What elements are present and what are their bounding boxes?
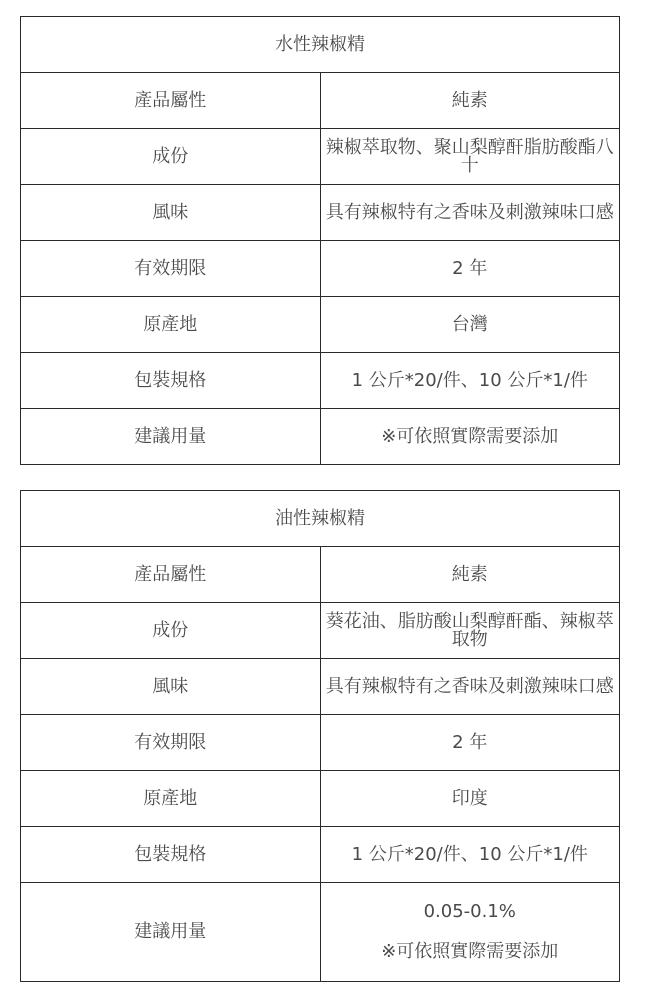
table-row bbox=[21, 659, 620, 715]
table-row bbox=[21, 73, 620, 129]
row-label: 產品屬性 bbox=[21, 73, 321, 129]
usage-amount: 0.05-0.1% bbox=[423, 901, 516, 922]
table-row bbox=[21, 603, 620, 659]
usage-note: ※可依照實際需要添加 bbox=[381, 941, 559, 962]
row-label: 包裝規格 bbox=[21, 353, 321, 409]
row-value: 1 公斤*20/件、10 公斤*1/件 bbox=[320, 353, 620, 409]
table-title-row bbox=[21, 17, 620, 73]
row-label: 成份 bbox=[21, 129, 321, 185]
row-label: 成份 bbox=[21, 603, 321, 659]
row-value: ※可依照實際需要添加 bbox=[320, 409, 620, 465]
table-row bbox=[21, 129, 620, 185]
row-label: 建議用量 bbox=[21, 409, 321, 465]
row-value: 辣椒萃取物、聚山梨醇酐脂肪酸酯八十 bbox=[320, 129, 620, 185]
row-value: 台灣 bbox=[320, 297, 620, 353]
row-label: 原產地 bbox=[21, 771, 321, 827]
table-title: 油性辣椒精 bbox=[21, 491, 620, 547]
row-value: 純素 bbox=[320, 547, 620, 603]
row-label: 風味 bbox=[21, 659, 321, 715]
table-row bbox=[21, 185, 620, 241]
row-value: 2 年 bbox=[320, 241, 620, 297]
row-value: 葵花油、脂肪酸山梨醇酐酯、辣椒萃取物 bbox=[320, 603, 620, 659]
table-row bbox=[21, 715, 620, 771]
table-row bbox=[21, 297, 620, 353]
spec-table-water-based bbox=[20, 16, 620, 465]
row-label: 包裝規格 bbox=[21, 827, 321, 883]
row-label: 建議用量 bbox=[21, 883, 321, 982]
table-row bbox=[21, 827, 620, 883]
row-value: 具有辣椒特有之香味及刺激辣味口感 bbox=[320, 659, 620, 715]
row-label: 產品屬性 bbox=[21, 547, 321, 603]
row-value: 具有辣椒特有之香味及刺激辣味口感 bbox=[320, 185, 620, 241]
row-value: 2 年 bbox=[320, 715, 620, 771]
row-label: 風味 bbox=[21, 185, 321, 241]
row-value: 1 公斤*20/件、10 公斤*1/件 bbox=[320, 827, 620, 883]
row-value bbox=[320, 883, 620, 982]
row-value: 印度 bbox=[320, 771, 620, 827]
spec-table-oil-based bbox=[20, 490, 620, 982]
table-row bbox=[21, 353, 620, 409]
row-label: 有效期限 bbox=[21, 715, 321, 771]
row-label: 原產地 bbox=[21, 297, 321, 353]
table-title-row bbox=[21, 491, 620, 547]
table-row bbox=[21, 771, 620, 827]
table-row bbox=[21, 409, 620, 465]
table-title: 水性辣椒精 bbox=[21, 17, 620, 73]
table-row bbox=[21, 547, 620, 603]
table-row bbox=[21, 883, 620, 982]
table-row bbox=[21, 241, 620, 297]
row-label: 有效期限 bbox=[21, 241, 321, 297]
row-value: 純素 bbox=[320, 73, 620, 129]
